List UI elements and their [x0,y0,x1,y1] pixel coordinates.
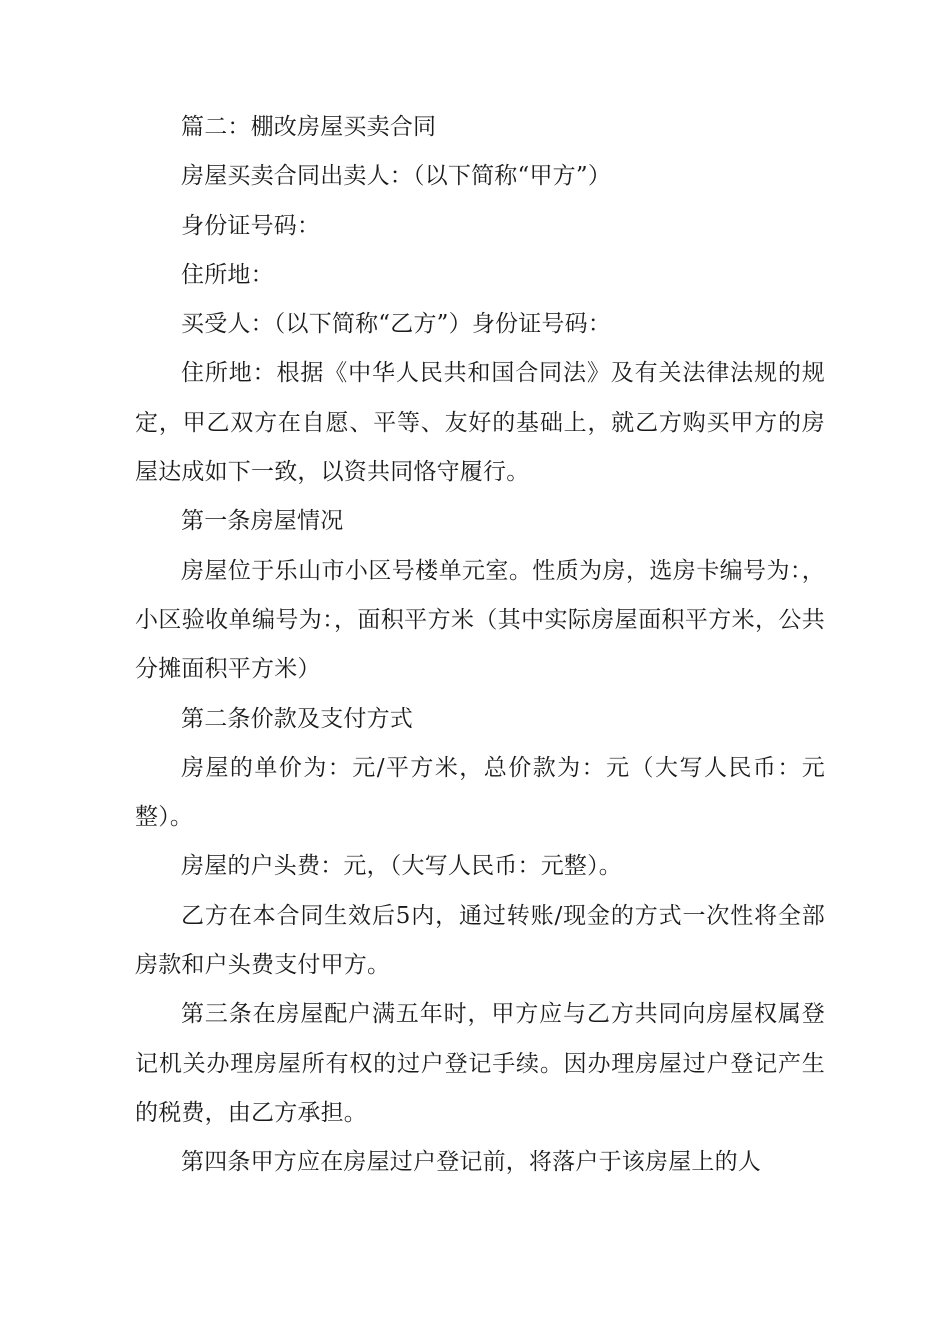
article-1-heading: 第一条房屋情况 [181,508,344,535]
preamble-paragraph: 住所地：根据《中华人民共和国合同法》及有关法律法规的规定，甲乙双方在自愿、平等、友好的基础上，就乙方购买甲方的房屋达成如下一致，以资共同恪守履行。 [135,360,825,486]
article-2-heading: 第二条价款及支付方式 [181,705,413,732]
article-4-paragraph: 第四条甲方应在房屋过户登记前，将落户于该房屋上的人 [181,1149,761,1176]
seller-id-line: 身份证号码： [181,212,321,239]
contract-title: 篇二：棚改房屋买卖合同 [181,114,437,140]
buyer-line: 买受人：（以下简称“乙方”）身份证号码： [181,311,612,338]
article-3-paragraph: 第三条在房屋配户满五年时，甲方应与乙方共同向房屋权属登记机关办理房屋所有权的过户登记手续。因办理房屋过户登记产生的税费，由乙方承担。 [135,1001,825,1126]
seller-address-line: 住所地： [181,261,274,288]
account-fee-paragraph: 房屋的户头费：元，（大写人民币：元整）。 [181,853,622,880]
document-body [135,103,825,1188]
payment-paragraph: 乙方在本合同生效后5内，通过转账/现金的方式一次性将全部房款和户头费支付甲方。 [135,902,825,979]
price-paragraph: 房屋的单价为：元/平方米，总价款为：元（大写人民币：元整）。 [135,754,825,831]
seller-line: 房屋买卖合同出卖人：（以下简称“甲方”） [181,163,612,190]
article-1-body: 房屋位于乐山市小区号楼单元室。性质为房，选房卡编号为：，小区验收单编号为：，面积平方米（其中实际房屋面积平方米，公共分摊面积平方米） [135,557,825,683]
